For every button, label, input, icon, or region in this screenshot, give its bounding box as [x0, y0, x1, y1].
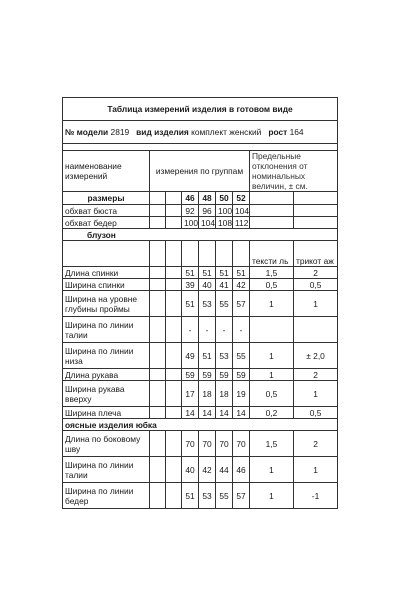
tolerance-header-knit: трикот аж	[294, 241, 338, 267]
value-cell: 108	[216, 217, 233, 229]
value-cell: 112	[233, 217, 250, 229]
table-row	[63, 381, 338, 407]
value-cell: 59	[199, 369, 216, 381]
row-name: обхват бюста	[63, 205, 150, 217]
value-cell: 51	[182, 291, 199, 317]
value-cell: 70	[216, 431, 233, 457]
size-cell: 52	[233, 192, 250, 205]
value-cell: 18	[199, 381, 216, 407]
empty-cell	[166, 267, 182, 279]
row-name: Ширина по линии талии	[63, 317, 150, 343]
value-cell: 104	[199, 217, 216, 229]
empty-cell	[150, 241, 166, 267]
model-info	[63, 121, 338, 144]
empty-cell	[166, 457, 182, 483]
empty-cell	[166, 192, 182, 205]
tolerance-textile: 1	[250, 291, 294, 317]
value-cell: -	[199, 317, 216, 343]
spacer-row	[63, 144, 338, 151]
row-name: обхват бедер	[63, 217, 150, 229]
value-cell: 70	[233, 431, 250, 457]
tolerance-textile: 1	[250, 483, 294, 509]
value-cell: 51	[233, 267, 250, 279]
value-cell: 14	[199, 407, 216, 419]
value-cell: 51	[182, 483, 199, 509]
tolerance-knit: 2	[294, 369, 338, 381]
empty-cell	[294, 192, 338, 205]
value-cell: 57	[233, 291, 250, 317]
tolerance-knit: 0,5	[294, 407, 338, 419]
value-cell: 57	[233, 483, 250, 509]
empty-cell	[166, 317, 182, 343]
table-row	[63, 457, 338, 483]
height-value: 164	[289, 127, 304, 137]
item-value: комплект женский	[191, 127, 262, 137]
tolerance-knit: 1	[294, 457, 338, 483]
value-cell: 39	[182, 279, 199, 291]
table-row	[63, 483, 338, 509]
empty-cell	[166, 431, 182, 457]
row-name: Ширина плеча	[63, 407, 150, 419]
row-name: Ширина по линии талии	[63, 457, 150, 483]
tolerance-textile: 1,5	[250, 431, 294, 457]
table-row	[63, 343, 338, 369]
row-name: Ширина по линии бедер	[63, 483, 150, 509]
empty-cell	[150, 457, 166, 483]
empty-cell	[150, 217, 166, 229]
size-cell: 50	[216, 192, 233, 205]
empty-cell	[150, 369, 166, 381]
value-cell: -	[182, 317, 199, 343]
value-cell: 19	[233, 381, 250, 407]
value-cell: -	[216, 317, 233, 343]
measurement-sheet	[62, 97, 337, 509]
name-header: наименование измерений	[63, 151, 150, 192]
value-cell: 18	[216, 381, 233, 407]
row-name: Длина рукава	[63, 369, 150, 381]
value-cell: 51	[199, 267, 216, 279]
tolerance-knit: 2	[294, 431, 338, 457]
value-cell: 14	[216, 407, 233, 419]
value-cell: -	[233, 317, 250, 343]
empty-cell	[150, 317, 166, 343]
table-row	[63, 431, 338, 457]
value-cell: 51	[199, 343, 216, 369]
model-value: 2819	[110, 127, 130, 137]
empty-cell	[150, 291, 166, 317]
value-cell: 53	[199, 291, 216, 317]
value-cell: 51	[216, 267, 233, 279]
empty-cell	[166, 381, 182, 407]
tolerance-knit: ± 2,0	[294, 343, 338, 369]
value-cell: 55	[216, 483, 233, 509]
empty-cell	[63, 241, 150, 267]
empty-cell	[233, 241, 250, 267]
empty-cell	[150, 381, 166, 407]
tolerance-textile: 0,5	[250, 279, 294, 291]
table-row	[63, 291, 338, 317]
empty-cell	[294, 217, 338, 229]
section-blouse: блузон	[63, 229, 338, 241]
height-label: рост	[268, 127, 288, 137]
value-cell: 53	[216, 343, 233, 369]
table-row	[63, 279, 338, 291]
empty-cell	[166, 291, 182, 317]
size-cell: 48	[199, 192, 216, 205]
empty-cell	[150, 279, 166, 291]
value-cell: 44	[216, 457, 233, 483]
empty-cell	[166, 241, 182, 267]
value-cell: 51	[182, 267, 199, 279]
empty-cell	[166, 205, 182, 217]
tolerance-knit	[294, 317, 338, 343]
empty-cell	[150, 431, 166, 457]
value-cell: 59	[216, 369, 233, 381]
value-cell: 59	[233, 369, 250, 381]
empty-cell	[166, 343, 182, 369]
empty-cell	[199, 241, 216, 267]
table-row	[63, 317, 338, 343]
value-cell: 46	[233, 457, 250, 483]
tolerance-knit: -1	[294, 483, 338, 509]
empty-cell	[150, 483, 166, 509]
value-cell: 70	[182, 431, 199, 457]
value-cell: 42	[233, 279, 250, 291]
row-name: Ширина рукава вверху	[63, 381, 150, 407]
tolerance-textile: 1	[250, 343, 294, 369]
empty-cell	[182, 241, 199, 267]
value-cell: 53	[199, 483, 216, 509]
empty-cell	[250, 192, 294, 205]
empty-cell	[166, 369, 182, 381]
row-name: Ширина спинки	[63, 279, 150, 291]
value-cell: 59	[182, 369, 199, 381]
value-cell: 100	[182, 217, 199, 229]
tolerance-note: Предельные отклонения от номинальных величин, ± см.	[250, 151, 338, 192]
value-cell: 14	[182, 407, 199, 419]
sizes-label: размеры	[63, 192, 150, 205]
table-row	[63, 369, 338, 381]
empty-cell	[294, 205, 338, 217]
table-title: Таблица измерений изделия в готовом виде	[63, 98, 338, 121]
value-cell: 104	[233, 205, 250, 217]
tolerance-knit: 0,5	[294, 279, 338, 291]
row-name: Ширина на уровне глубины проймы	[63, 291, 150, 317]
empty-cell	[216, 241, 233, 267]
empty-cell	[150, 343, 166, 369]
value-cell: 92	[182, 205, 199, 217]
tolerance-textile: 0,5	[250, 381, 294, 407]
row-name: Длина по боковому шву	[63, 431, 150, 457]
measurement-table	[62, 97, 338, 509]
tolerance-header-textile: тексти ль	[250, 241, 294, 267]
value-cell: 100	[216, 205, 233, 217]
value-cell: 55	[233, 343, 250, 369]
row-name: Длина спинки	[63, 267, 150, 279]
value-cell: 41	[216, 279, 233, 291]
tolerance-knit: 2	[294, 267, 338, 279]
value-cell: 40	[199, 279, 216, 291]
empty-cell	[166, 279, 182, 291]
empty-cell	[166, 407, 182, 419]
item-label: вид изделия	[136, 127, 189, 137]
size-cell: 46	[182, 192, 199, 205]
row-name: Ширина по линии низа	[63, 343, 150, 369]
empty-cell	[150, 205, 166, 217]
tolerance-knit: 1	[294, 291, 338, 317]
tolerance-textile	[250, 317, 294, 343]
empty-cell	[250, 217, 294, 229]
tolerance-knit: 1	[294, 381, 338, 407]
value-cell: 40	[182, 457, 199, 483]
empty-cell	[150, 267, 166, 279]
tolerance-textile: 1,5	[250, 267, 294, 279]
empty-cell	[150, 407, 166, 419]
table-row	[63, 407, 338, 419]
value-cell: 96	[199, 205, 216, 217]
value-cell: 14	[233, 407, 250, 419]
model-label: № модели	[65, 127, 109, 137]
value-cell: 55	[216, 291, 233, 317]
value-cell: 49	[182, 343, 199, 369]
empty-cell	[250, 205, 294, 217]
empty-cell	[150, 192, 166, 205]
groups-header: измерения по группам	[150, 151, 250, 192]
value-cell: 17	[182, 381, 199, 407]
empty-cell	[166, 483, 182, 509]
value-cell: 70	[199, 431, 216, 457]
tolerance-textile: 1	[250, 369, 294, 381]
table-row	[63, 267, 338, 279]
value-cell: 42	[199, 457, 216, 483]
section-skirt: оясные изделия юбка	[63, 419, 338, 431]
tolerance-textile: 0,2	[250, 407, 294, 419]
empty-cell	[166, 217, 182, 229]
tolerance-textile: 1	[250, 457, 294, 483]
